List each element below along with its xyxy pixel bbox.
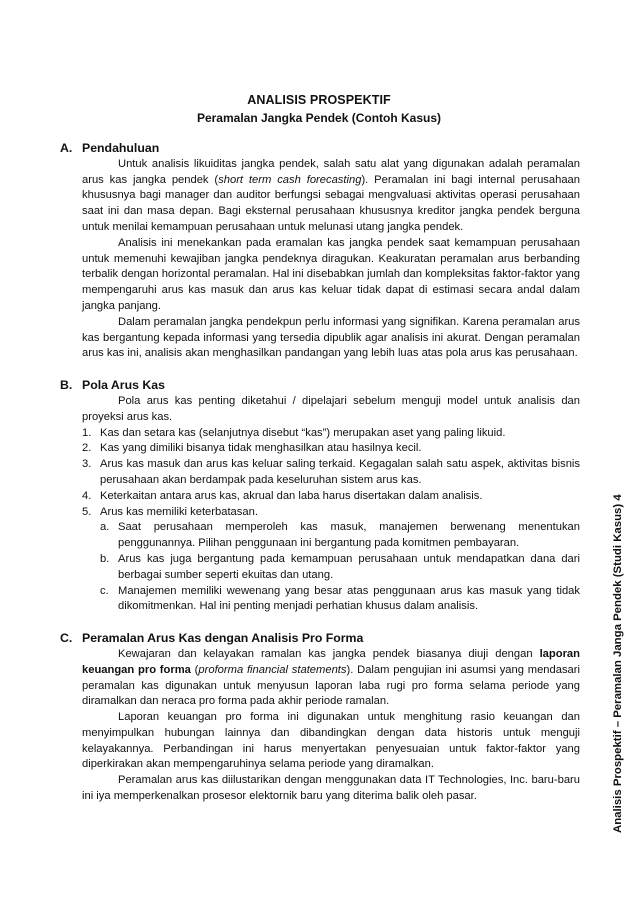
sub-list-item-text: Arus kas juga bergantung pada kemampuan perusahaan untuk mendapatkan dana dari berbagai sumber seperti ekuitas dan utang.	[118, 552, 580, 581]
section-b-list	[60, 426, 580, 616]
document-body	[60, 141, 580, 805]
section-a-paragraph-2: Analisis ini menekankan pada eramalan kas jangka pendek saat kemampuan perusahaan untuk memenuhi kewajiban jangka pendeknya diragukan. Keakuratan peramalan arus berbanding terbalik dengan horizontal peramalan. Hal ini disebabkan jumlah dan kompleksitas faktor-faktor yang mempengaruhi arus kas masuk dan arus kas keluar tidak dapat di estimasi secara andal dalam jangka panjang.	[82, 236, 580, 312]
section-a-title: Pendahuluan	[82, 141, 160, 155]
list-item-text: Kas dan setara kas (selanjutnya disebut “kas”) merupakan aset yang paling likuid.	[100, 426, 506, 439]
section-a-heading	[60, 141, 580, 157]
sub-list-item-letter: c.	[100, 584, 109, 597]
section-c-p1-text-c: ). Dalam pengujian ini asumsi yang mendasari peramalan kas digunakan untuk menyusun laporan laba rugi pro forma selama periode yang diramalkan dan neraca pro forma pada akhir periode ramalan.	[82, 663, 580, 708]
section-c-p1-bold: laporan keuangan pro forma	[82, 647, 580, 676]
list-item-text: Arus kas masuk dan arus kas keluar saling terkaid. Kegagalan salah satu aspek, aktivitas bisnis perusahaan akan berdampak pada keseluruhan sistem arus kas.	[100, 458, 580, 486]
list-item-text: Arus kas memiliki keterbatasan.	[100, 505, 258, 518]
section-a-paragraph-3: Dalam peramalan jangka pendekpun perlu informasi yang signifikan. Karena peramalan arus kas bergantung kepada informasi yang tersedia dipublik agar analisis ini akurat. Dengan peramalan arus kas ini, analisis akan menghasilkan pandangan yang lebih luas atas pola arus kas perusahaan.	[82, 315, 580, 360]
list-item-text: Kas yang dimiliki bisanya tidak menghasilkan atau hasilnya kecil.	[100, 442, 422, 455]
section-c-letter: C.	[60, 631, 73, 646]
sub-list-item	[82, 520, 580, 552]
section-c-p1-italic: proforma financial statements	[198, 663, 347, 676]
sub-list-item-letter: a.	[100, 521, 110, 534]
section-b-intro: Pola arus kas penting diketahui / dipelajari sebelum menguji model untuk analisis dan proyeksi arus kas.	[82, 394, 580, 423]
sub-list-item-text: Manajemen memiliki wewenang yang besar atas penggunaan arus kas masuk yang tidak dikomitmenkan. Hal ini penting menjadi perhatian khusus dalam analisis.	[118, 584, 580, 613]
document-title: ANALISIS PROSPEKTIF	[247, 93, 391, 107]
section-a-letter: A.	[60, 141, 73, 155]
list-item	[82, 426, 580, 442]
section-c-p1-text-a: Kewajaran dan kelayakan ramalan kas jangka pendek biasanya diuji dengan	[118, 647, 540, 660]
sub-list-item	[82, 584, 580, 616]
section-c-paragraph-3: Peramalan arus kas diilustarikan dengan menggunakan data IT Technologies, Inc. baru-baru ini iya memperkenalkan prosesor elektornik baru yang diterima balik oleh pasar.	[82, 774, 580, 803]
section-b-letter: B.	[60, 378, 73, 393]
list-item-number: 3.	[82, 458, 92, 471]
section-c-paragraph-1	[60, 647, 580, 710]
list-item-number: 5.	[82, 505, 92, 518]
list-item	[82, 489, 580, 505]
section-b-heading	[60, 378, 580, 394]
section-a-p1-italic: short term cash forecasting	[218, 173, 362, 186]
side-running-header: Analisis Prospektif – Peramalan Janga Pendek (Studi Kasus) 4	[612, 494, 624, 833]
list-item-number: 2.	[82, 442, 92, 455]
list-item-text: Keterkaitan antara arus kas, akrual dan laba harus disertakan dalam analisis.	[100, 489, 483, 502]
list-item	[82, 505, 580, 521]
sub-list-item	[82, 552, 580, 584]
list-item-number: 4.	[82, 489, 92, 502]
section-c-paragraph-2: Laporan keuangan pro forma ini digunakan untuk menghitung rasio keuangan dan menyimpulkan hubungan lainnya dan dibandingkan dengan data historis untuk menguji kelayakannya. Perbandingan ini harus menyertakan penyesuaian untuk faktor-faktor yang diperkirakan akan mempengaruhinya selama periode yang diramalkan.	[82, 711, 580, 771]
list-item	[82, 441, 580, 457]
section-a-paragraph-1	[60, 157, 580, 236]
section-c-heading	[60, 631, 580, 647]
section-a-p1-text-a: Untuk analisis likuiditas jangka pendek, salah satu alat yang digunakan adalah peramalan arus kas jangka pendek (	[82, 157, 580, 186]
list-item	[82, 457, 580, 489]
list-item-number: 1.	[82, 426, 92, 439]
section-b-title: Pola Arus Kas	[82, 378, 165, 393]
sub-list-item-letter: b.	[100, 552, 110, 565]
section-a-p1-text-b: ). Peramalan ini bagi internal perusahaan khususnya bagi manager dan auditor berfungsi sebagai mengvaluasi aktivitas operasi perusahaan saat ini dan masa depan. Bagi eksternal perusahaan khususnya kreditor jangka pendek berguna untuk menilai kemampuan perusahaan untuk melunasi utang jangka pendek.	[82, 173, 580, 233]
section-c-p1-text-b: (	[190, 663, 199, 676]
section-c-title: Peramalan Arus Kas dengan Analisis Pro Forma	[82, 631, 364, 646]
sub-list-item-text: Saat perusahaan memperoleh kas masuk, manajemen berwenang menentukan penggunannya. Pilihan penggunaan ini bergantung pada komitmen pembayaran.	[118, 521, 580, 550]
document-subtitle: Peramalan Jangka Pendek (Contoh Kasus)	[196, 111, 442, 125]
